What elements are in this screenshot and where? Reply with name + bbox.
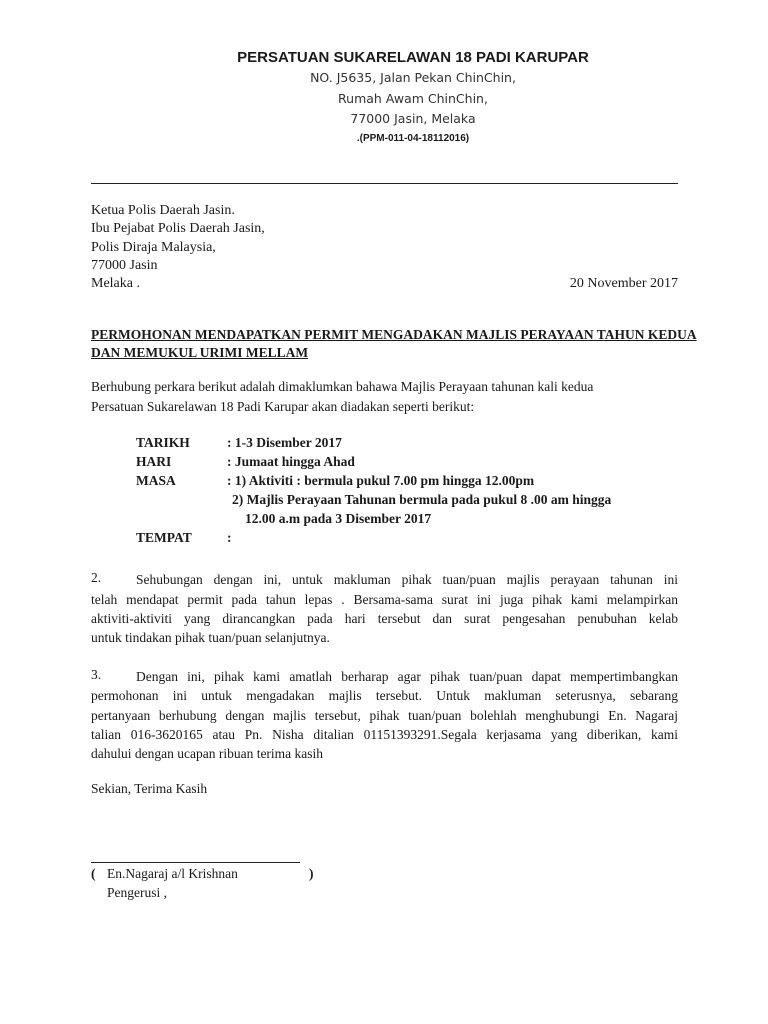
subject-line-1: PERMOHONAN MENDAPATKAN PERMIT MENGADAKAN MAJLIS PERAYAAN TAHUN KEDUA: [91, 327, 697, 342]
closing-text: Sekian, Terima Kasih: [91, 781, 208, 796]
recipient-line-4: 77000 Jasin: [91, 258, 158, 273]
tempat-value: :: [227, 530, 232, 545]
para3-line-2: permohonan ini untuk mengadakan majlis tersebut. Untuk makluman seterusnya, sebarang: [91, 688, 678, 703]
subject-line-2: DAN MEMUKUL URIMI MELLAM: [91, 345, 309, 360]
para2-line-1: Sehubungan dengan ini, untuk makluman pihak tuan/puan majlis perayaan tahunan ini: [136, 572, 678, 587]
registration-number: .(PPM-011-04-18112016): [356, 133, 470, 144]
para2-number: 2.: [91, 570, 102, 585]
masa-label: MASA: [136, 473, 176, 488]
address-line-1: NO. J5635, Jalan Pekan ChinChin,: [310, 70, 516, 85]
signature-open-paren: (: [91, 866, 96, 881]
letterhead-divider: [91, 183, 678, 184]
hari-label: HARI: [136, 454, 172, 469]
recipient-line-3: Polis Diraja Malaysia,: [91, 240, 216, 255]
recipient-line-5: Melaka .: [91, 276, 140, 291]
recipient-line-2: Ibu Pejabat Polis Daerah Jasin,: [91, 221, 265, 236]
intro-line-1: Berhubung perkara berikut adalah dimaklumkan bahawa Majlis Perayaan tahunan kali kedua: [91, 379, 594, 394]
masa-value-1: : 1) Aktiviti : bermula pukul 7.00 pm hingga 12.00pm: [227, 473, 535, 488]
address-line-2: Rumah Awam ChinChin,: [338, 91, 488, 106]
masa-value-3: 12.00 a.m pada 3 Disember 2017: [245, 511, 432, 526]
para3-line-5: dahului dengan ucapan ribuan terima kasih: [91, 746, 324, 761]
para3-line-3: pertanyaan berhubung dengan majlis tersebut, pihak tuan/puan bolehlah menghubungi En. Nagaraj: [91, 708, 678, 723]
para2-line-2: telah mendapat permit pada tahun lepas . Bersama-sama surat ini juga pihak kami melampirkan: [91, 592, 678, 607]
signer-title: Pengerusi ,: [107, 885, 167, 900]
para2-line-3: aktiviti-aktiviti yang dirancangkan pada hari tersebut dan surat pengesahan penubuhan kelab: [91, 611, 678, 626]
para2-line-4: untuk tindakan pihak tuan/puan selanjutnya.: [91, 630, 330, 645]
tarikh-value: : 1-3 Disember 2017: [227, 435, 342, 450]
letter-date: 20 November 2017: [569, 276, 678, 291]
masa-value-2: 2) Majlis Perayaan Tahunan bermula pada pukul 8 .00 am hingga: [232, 492, 612, 507]
organization-name: PERSATUAN SUKARELAWAN 18 PADI KARUPAR: [237, 49, 589, 66]
para3-line-1: Dengan ini, pihak kami amatlah berharap agar pihak tuan/puan dapat mempertimbangkan: [136, 669, 678, 684]
hari-value: : Jumaat hingga Ahad: [227, 454, 355, 469]
intro-line-2: Persatuan Sukarelawan 18 Padi Karupar akan diadakan seperti berikut:: [91, 399, 475, 414]
address-line-3: 77000 Jasin, Melaka: [350, 111, 476, 126]
signature-line: [91, 862, 300, 863]
para3-number: 3.: [91, 667, 102, 682]
tempat-label: TEMPAT: [136, 530, 192, 545]
signer-name: En.Nagaraj a/l Krishnan: [107, 866, 238, 881]
tarikh-label: TARIKH: [136, 435, 190, 450]
signature-close-paren: ): [309, 866, 314, 881]
recipient-line-1: Ketua Polis Daerah Jasin.: [91, 203, 235, 218]
para3-line-4: talian 016-3620165 atau Pn. Nisha ditalian 01151393291.Segala kerjasama yang diberikan, kami: [91, 727, 678, 742]
